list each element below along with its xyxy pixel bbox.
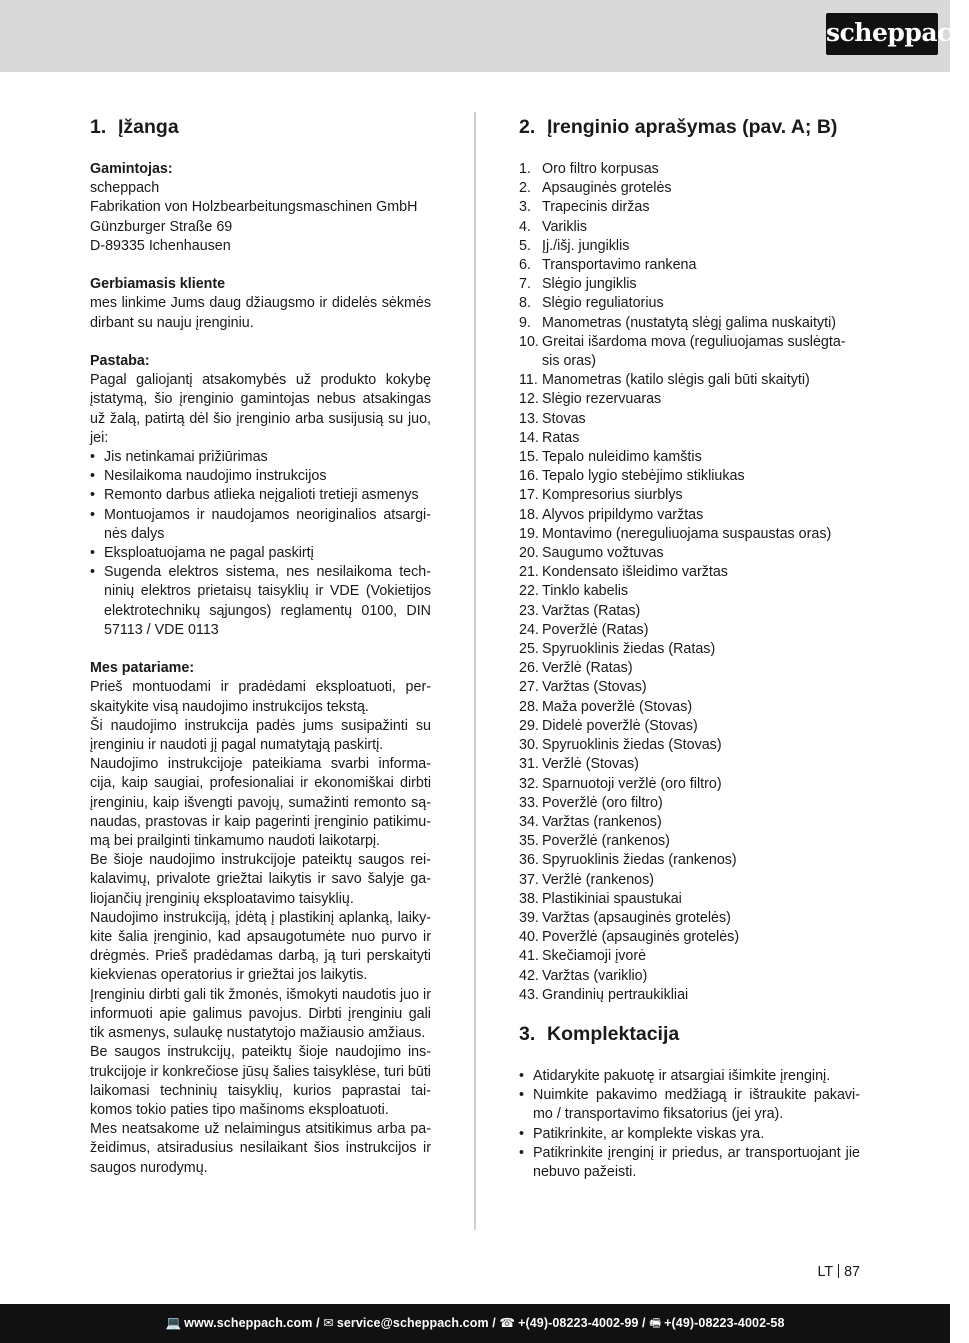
- parts-item-text: Spyruoklinis žiedas (Ratas): [542, 641, 716, 658]
- parts-item-text: Sparnuotoji veržlė (oro filtro): [542, 775, 722, 792]
- parts-list-item: [519, 294, 860, 313]
- note-text: Pagal galiojantį atsakomybės už produkto kokybę įstatymą, šio įrenginio gamintojas nebus atsakingas už žalą, patirtą dėl šio įrenginio arba susijusią su juo, jei:: [90, 372, 431, 446]
- parts-item-text: Transportavimo rankena: [542, 257, 697, 274]
- brand-logo: scheppach: [826, 13, 938, 55]
- parts-item-text: Varžtas (Ratas): [542, 602, 641, 619]
- customer-text: mes linkime Jums daug džiaugsmo ir didelės sėkmės dirbant su nauju įrenginiu.: [90, 295, 431, 331]
- footer-web[interactable]: www.scheppach.com /: [184, 1316, 320, 1330]
- parts-item-number: 5.: [519, 237, 531, 254]
- parts-list-item: [519, 794, 860, 813]
- parts-list-item: [519, 410, 860, 429]
- list-item: • Atidarykite pakuotę ir atsargiai išimkite įrenginį.: [519, 1067, 860, 1086]
- fax-icon: 🖷: [649, 1316, 662, 1330]
- parts-item-number: 12.: [519, 391, 539, 408]
- list-item: • Jis netinkamai prižiūrimas: [90, 448, 431, 467]
- parts-item-number: 3.: [519, 199, 531, 216]
- parts-item-text: Variklis: [542, 218, 588, 235]
- parts-item-text: Kompresorius siurblys: [542, 487, 683, 504]
- parts-list-item: [519, 314, 860, 333]
- parts-item-number: 8.: [519, 295, 531, 312]
- recommend-paragraph: Prieš montuodami ir pradėdami eksploatuoti, per-skaitykite visą naudojimo instrukcijos tekstą.: [90, 679, 431, 715]
- parts-item-number: 27.: [519, 679, 539, 696]
- parts-item-text: Slėgio jungiklis: [542, 276, 637, 293]
- parts-item-number: 9.: [519, 314, 531, 331]
- note-label: Pastaba:: [90, 353, 150, 369]
- parts-item-text: Poveržlė (Ratas): [542, 621, 649, 638]
- parts-item-number: 19.: [519, 525, 539, 542]
- customer-label: Gerbiamasis kliente: [90, 276, 226, 293]
- parts-item-number: 43.: [519, 986, 539, 1003]
- parts-item-number: 42.: [519, 967, 539, 984]
- parts-item-text: Maža poveržlė (Stovas): [542, 698, 693, 715]
- parts-item-number: 17.: [519, 487, 539, 504]
- parts-item-number: 20.: [519, 545, 539, 562]
- parts-item-number: 41.: [519, 948, 539, 965]
- parts-list-item: [519, 544, 860, 563]
- parts-item-number: 18.: [519, 506, 539, 523]
- parts-item-number: 7.: [519, 276, 531, 293]
- parts-list-item: [519, 371, 860, 390]
- parts-item-number: 37.: [519, 871, 539, 888]
- parts-list-item: [519, 237, 860, 256]
- parts-item-text: Kondensato išleidimo varžtas: [542, 564, 728, 581]
- parts-list-item: [519, 602, 860, 621]
- mail-icon: ✉: [323, 1316, 334, 1330]
- parts-list-item: [519, 813, 860, 832]
- parts-list-item: [519, 659, 860, 678]
- parts-list-item: [519, 755, 860, 774]
- parts-item-number: 14.: [519, 429, 539, 446]
- parts-list-item: [519, 467, 860, 486]
- parts-list-item: [519, 736, 860, 755]
- page-language: LT: [817, 1264, 834, 1280]
- parts-list-item: [519, 333, 860, 371]
- list-item: • Montuojamos ir naudojamos neoriginalios atsargi-nės dalys: [90, 506, 431, 544]
- parts-item-number: 25.: [519, 641, 539, 658]
- parts-list-item: [519, 928, 860, 947]
- recommend-paragraph: Ši naudojimo instrukcija padės jums susipažinti su įrenginiu ir naudoti jį pagal numatytąją paskirtį.: [90, 717, 431, 754]
- page-number-value: 87: [844, 1264, 860, 1280]
- list-item: • Nuimkite pakavimo medžiagą ir ištraukite pakavi-mo / transportavimo fiksatorius (jei yra).: [519, 1086, 860, 1124]
- parts-item-text: Manometras (nustatytą slėgį galima nuskaityti): [542, 314, 837, 331]
- manufacturer-label: Gamintojas:: [90, 161, 173, 177]
- list-item: • Remonto darbus atlieka neįgalioti tretieji asmenys: [90, 486, 431, 505]
- parts-item-number: 33.: [519, 794, 539, 811]
- parts-item-text: Poveržlė (rankenos): [542, 833, 670, 850]
- parts-list-item: [519, 160, 860, 179]
- list-item: • Eksploatuojama ne pagal paskirtį: [90, 544, 431, 563]
- parts-item-number: 11.: [519, 372, 538, 389]
- header-bar: [0, 0, 969, 72]
- parts-item-number: 13.: [519, 410, 539, 427]
- parts-list-item: [519, 851, 860, 870]
- parts-list-item: [519, 525, 860, 544]
- scope-bullet-list: [519, 1067, 860, 1182]
- parts-item-number: 1.: [519, 161, 531, 177]
- parts-item-number: 22.: [519, 583, 539, 600]
- parts-list-item: [519, 179, 860, 198]
- parts-item-text: Skečiamoji įvorė: [542, 948, 647, 965]
- parts-item-text: Oro filtro korpusas: [542, 161, 659, 177]
- list-item: • Patikrinkite, ar komplekte viskas yra.: [519, 1125, 860, 1144]
- parts-item-number: 16.: [519, 468, 539, 485]
- description-section: [519, 114, 860, 1182]
- parts-list-item: [519, 986, 860, 1005]
- parts-list-item: [519, 218, 860, 237]
- parts-item-text: Tepalo lygio stebėjimo stikliukas: [542, 468, 745, 485]
- parts-item-text: Plastikiniai spaustukai: [542, 890, 682, 907]
- parts-list-item: [519, 621, 860, 640]
- parts-list-item: [519, 947, 860, 966]
- parts-list-item: [519, 717, 860, 736]
- column-divider: [474, 112, 476, 1230]
- list-item: • Patikrinkite įrenginį ir priedus, ar transportuojant jie nebuvo pažeisti.: [519, 1144, 860, 1182]
- parts-item-number: 26.: [519, 660, 539, 677]
- parts-item-number: 39.: [519, 909, 539, 926]
- parts-list-item: [519, 198, 860, 217]
- description-heading: 2. Įrenginio aprašymas (pav. A; B): [519, 116, 838, 138]
- parts-item-text: Trapecinis diržas: [542, 199, 650, 216]
- footer-phone: +(49)-08223-4002-99 /: [518, 1316, 646, 1330]
- recommend-paragraph: Naudojimo instrukcijoje pateikiama svarbi informa-cija, kaip saugiai, profesionaliai ir ekonomiškai dirbti įrenginiu, kaip išvengti pavojų, sumažinti remonto są-naudas, prastovas ir kaip pagerinti įrenginio patikimu-mą bei prailginti tinkamumo naudoti laikotarpį.: [90, 756, 431, 850]
- computer-icon: 💻: [165, 1316, 182, 1330]
- parts-item-text: Apsauginės grotelės: [542, 180, 672, 197]
- list-item: • Sugenda elektros sistema, nes nesilaikoma tech-ninių elektros prietaisų taisyklių ir VDE (Vokietijos elektrotechnikų sąjungos) reglamentų 0100, DIN 57113 / VDE 0113: [90, 563, 431, 640]
- parts-list-item: [519, 871, 860, 890]
- recommend-paragraph: Mes neatsakome už nelaimingus atsitikimus arba pa-žeidimus, atsiradusius nesilaikant šios instrukcijos ir saugos nurodymų.: [90, 1121, 431, 1176]
- parts-list-item: [519, 698, 860, 717]
- parts-item-text: Varžtas (rankenos): [542, 813, 662, 830]
- parts-item-number: 2.: [519, 180, 531, 197]
- recommend-paragraph: Be šioje naudojimo instrukcijoje pateiktų saugos rei-kalavimų, privalote griežtai laikytis ir savo šalyje ga-liojančių įrenginių eksploatavimo taisyklių.: [90, 852, 431, 907]
- parts-item-number: 38.: [519, 890, 539, 907]
- phone-icon: ☎: [499, 1316, 516, 1330]
- manufacturer-line: D-89335 Ichenhausen: [90, 237, 231, 254]
- parts-item-number: 28.: [519, 698, 539, 715]
- parts-item-text: Didelė poveržlė (Stovas): [542, 717, 698, 734]
- parts-list-item: [519, 678, 860, 697]
- parts-item-text: Saugumo vožtuvas: [542, 545, 664, 562]
- parts-item-text: Spyruoklinis žiedas (Stovas): [542, 737, 722, 754]
- parts-item-text: Alyvos pripildymo varžtas: [542, 506, 704, 523]
- parts-list-item: [519, 890, 860, 909]
- manufacturer-line: Günzburger Straße 69: [90, 218, 233, 235]
- parts-item-text: Manometras (katilo slėgis gali būti skaityti): [542, 372, 810, 389]
- parts-item-number: 36.: [519, 852, 539, 869]
- parts-item-text: Slėgio rezervuaras: [542, 391, 662, 408]
- parts-list-item: [519, 506, 860, 525]
- parts-item-number: 10.: [519, 333, 539, 350]
- parts-item-text: Įj./išj. jungiklis: [542, 237, 630, 254]
- parts-item-text: Veržlė (rankenos): [542, 871, 655, 888]
- footer-bar: [0, 1304, 950, 1343]
- parts-item-text: Varžtas (variklio): [542, 967, 648, 984]
- parts-item-number: 40.: [519, 929, 539, 946]
- parts-item-number: 29.: [519, 717, 539, 734]
- parts-item-text: Veržlė (Ratas): [542, 660, 633, 677]
- parts-list-item: [519, 256, 860, 275]
- recommend-paragraph: Be saugos instrukcijų, pateiktų šioje naudojimo ins-trukcijoje ir konkrečiose jūsų šalies taisyklėse, turi būti laikomasi techninių taisyklių, kurios paprastai tai-komos tokio paties tipo mašinoms eksploatuoti.: [90, 1044, 431, 1118]
- parts-list-item: [519, 563, 860, 582]
- parts-item-number: 6.: [519, 257, 531, 274]
- note-bullet-list: [90, 448, 431, 640]
- list-item: • Nesilaikoma naudojimo instrukcijos: [90, 467, 431, 486]
- parts-item-text: Poveržlė (apsauginės grotelės): [542, 929, 740, 946]
- parts-item-number: 30.: [519, 737, 539, 754]
- manufacturer-line: scheppach: [90, 180, 160, 197]
- parts-list-item: [519, 775, 860, 794]
- parts-list: [519, 160, 860, 1005]
- parts-item-number: 4.: [519, 218, 531, 235]
- parts-list-item: [519, 275, 860, 294]
- parts-list-item: [519, 909, 860, 928]
- intro-section: [90, 114, 431, 1178]
- parts-item-number: 21.: [519, 564, 539, 581]
- parts-list-item: [519, 582, 860, 601]
- parts-item-number: 24.: [519, 621, 539, 638]
- recommend-label: Mes patariame:: [90, 660, 195, 677]
- parts-list-item: [519, 832, 860, 851]
- parts-item-number: 31.: [519, 756, 539, 773]
- parts-item-number: 35.: [519, 833, 539, 850]
- manufacturer-line: Fabrikation von Holzbearbeitungsmaschinen GmbH: [90, 199, 418, 216]
- parts-item-text: Poveržlė (oro filtro): [542, 794, 663, 811]
- footer-email[interactable]: service@scheppach.com /: [336, 1316, 496, 1330]
- parts-item-text: Varžtas (apsauginės grotelės): [542, 909, 731, 926]
- intro-heading: 1. Įžanga: [90, 116, 179, 138]
- parts-item-number: 23.: [519, 602, 539, 619]
- footer-fax: +(49)-08223-4002-58: [664, 1316, 785, 1330]
- parts-item-number: 15.: [519, 449, 539, 466]
- parts-list-item: [519, 429, 860, 448]
- scope-heading: 3. Komplektacija: [519, 1022, 680, 1045]
- parts-list-item: [519, 640, 860, 659]
- recommend-paragraph: Naudojimo instrukciją, įdėtą į plastikinį aplanką, laiky-kite šalia įrenginio, kad apsaugotumėte nuo purvo ir drėgmės. Prieš pradėdamas darbą, ją turi perskaityti kiekvienas operatorius ir griežtai jos laikytis.: [90, 909, 431, 984]
- parts-list-item: [519, 448, 860, 467]
- parts-list-item: [519, 390, 860, 409]
- page-number: [817, 1264, 860, 1280]
- parts-list-item: [519, 486, 860, 505]
- parts-list-item: [519, 967, 860, 986]
- parts-item-text: Greitai išardoma mova (reguliuojamas suslėgta-sis oras): [542, 333, 846, 370]
- parts-item-text: Slėgio reguliatorius: [542, 295, 664, 312]
- recommend-paragraph: Įrenginiu dirbti gali tik žmonės, išmokyti naudotis juo ir informuoti apie galimus pavojus. Dirbti įrenginiu gali tik asmenys, sulaukę nustatytojo mažiausio amžiaus.: [90, 986, 431, 1042]
- parts-item-text: Spyruoklinis žiedas (rankenos): [542, 852, 737, 869]
- parts-item-text: Stovas: [542, 410, 586, 427]
- parts-item-text: Varžtas (Stovas): [542, 679, 647, 696]
- parts-item-text: Tepalo nuleidimo kamštis: [542, 449, 702, 466]
- parts-item-number: 34.: [519, 813, 539, 830]
- parts-item-text: Veržlė (Stovas): [542, 756, 639, 773]
- parts-item-text: Grandinių pertraukikliai: [542, 986, 689, 1003]
- parts-item-number: 32.: [519, 775, 539, 792]
- parts-item-text: Tinklo kabelis: [542, 583, 629, 600]
- parts-item-text: Ratas: [542, 429, 580, 446]
- parts-item-text: Montavimo (nereguliuojama suspaustas oras): [542, 525, 832, 542]
